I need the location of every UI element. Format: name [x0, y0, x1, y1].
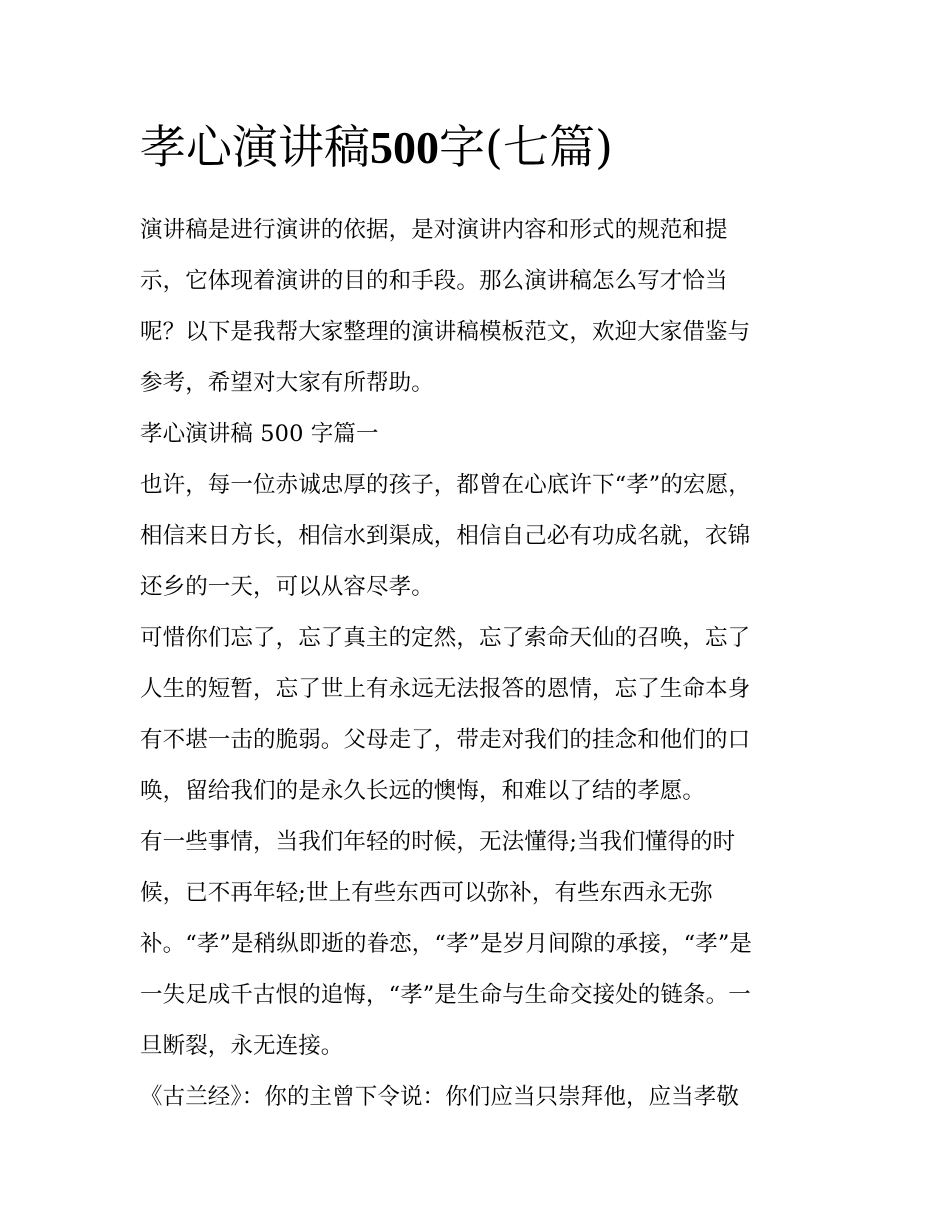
text-line: 可惜你们忘了，忘了真主的定然，忘了索命天仙的召唤，忘了 — [140, 625, 751, 651]
text-line: 补。“孝”是稍纵即逝的眷恋，“孝”是岁月间隙的承接，“孝”是 — [140, 931, 753, 957]
text-line: 有不堪一击的脆弱。父母走了，带走对我们的挂念和他们的口 — [140, 727, 751, 753]
section-heading: 孝心演讲稿 500 字篇一 — [140, 421, 379, 447]
text-line: 参考，希望对大家有所帮助。 — [140, 370, 434, 396]
text-line: 旦断裂，永无连接。 — [140, 1033, 344, 1059]
title-main: 孝心演讲稿 — [140, 120, 370, 174]
document-title — [140, 112, 820, 183]
text-line: 相信来日方长，相信水到渠成，相信自己必有功成名就，衣锦 — [140, 523, 751, 549]
text-line: 人生的短暂，忘了世上有永远无法报答的恩情，忘了生命本身 — [140, 676, 751, 702]
text-line: 有一些事情，当我们年轻的时候，无法懂得;当我们懂得的时 — [140, 829, 736, 855]
document-body — [140, 112, 820, 1123]
text-line: 还乡的一天，可以从容尽孝。 — [140, 574, 434, 600]
text-line: 唤，留给我们的是永久长远的懊悔，和难以了结的孝愿。 — [140, 778, 706, 804]
text-line: 《古兰经》：你的主曾下令说：你们应当只崇拜他，应当孝敬 — [140, 1084, 739, 1110]
title-number: 500 — [370, 122, 439, 173]
text-line: 候，已不再年轻;世上有些东西可以弥补，有些东西永无弥 — [140, 880, 713, 906]
text-line: 呢？以下是我帮大家整理的演讲稿模板范文，欢迎大家借鉴与 — [140, 319, 751, 345]
text-line: 示，它体现着演讲的目的和手段。那么演讲稿怎么写才恰当 — [140, 268, 728, 294]
text-line: 一失足成千古恨的追悔，“孝”是生命与生命交接处的链条。一 — [140, 982, 751, 1008]
text-line: 演讲稿是进行演讲的依据，是对演讲内容和形式的规范和提 — [140, 217, 728, 243]
text-line: 也许，每一位赤诚忠厚的孩子，都曾在心底许下“孝”的宏愿， — [140, 472, 751, 498]
title-rest: 字(七篇) — [439, 120, 613, 174]
